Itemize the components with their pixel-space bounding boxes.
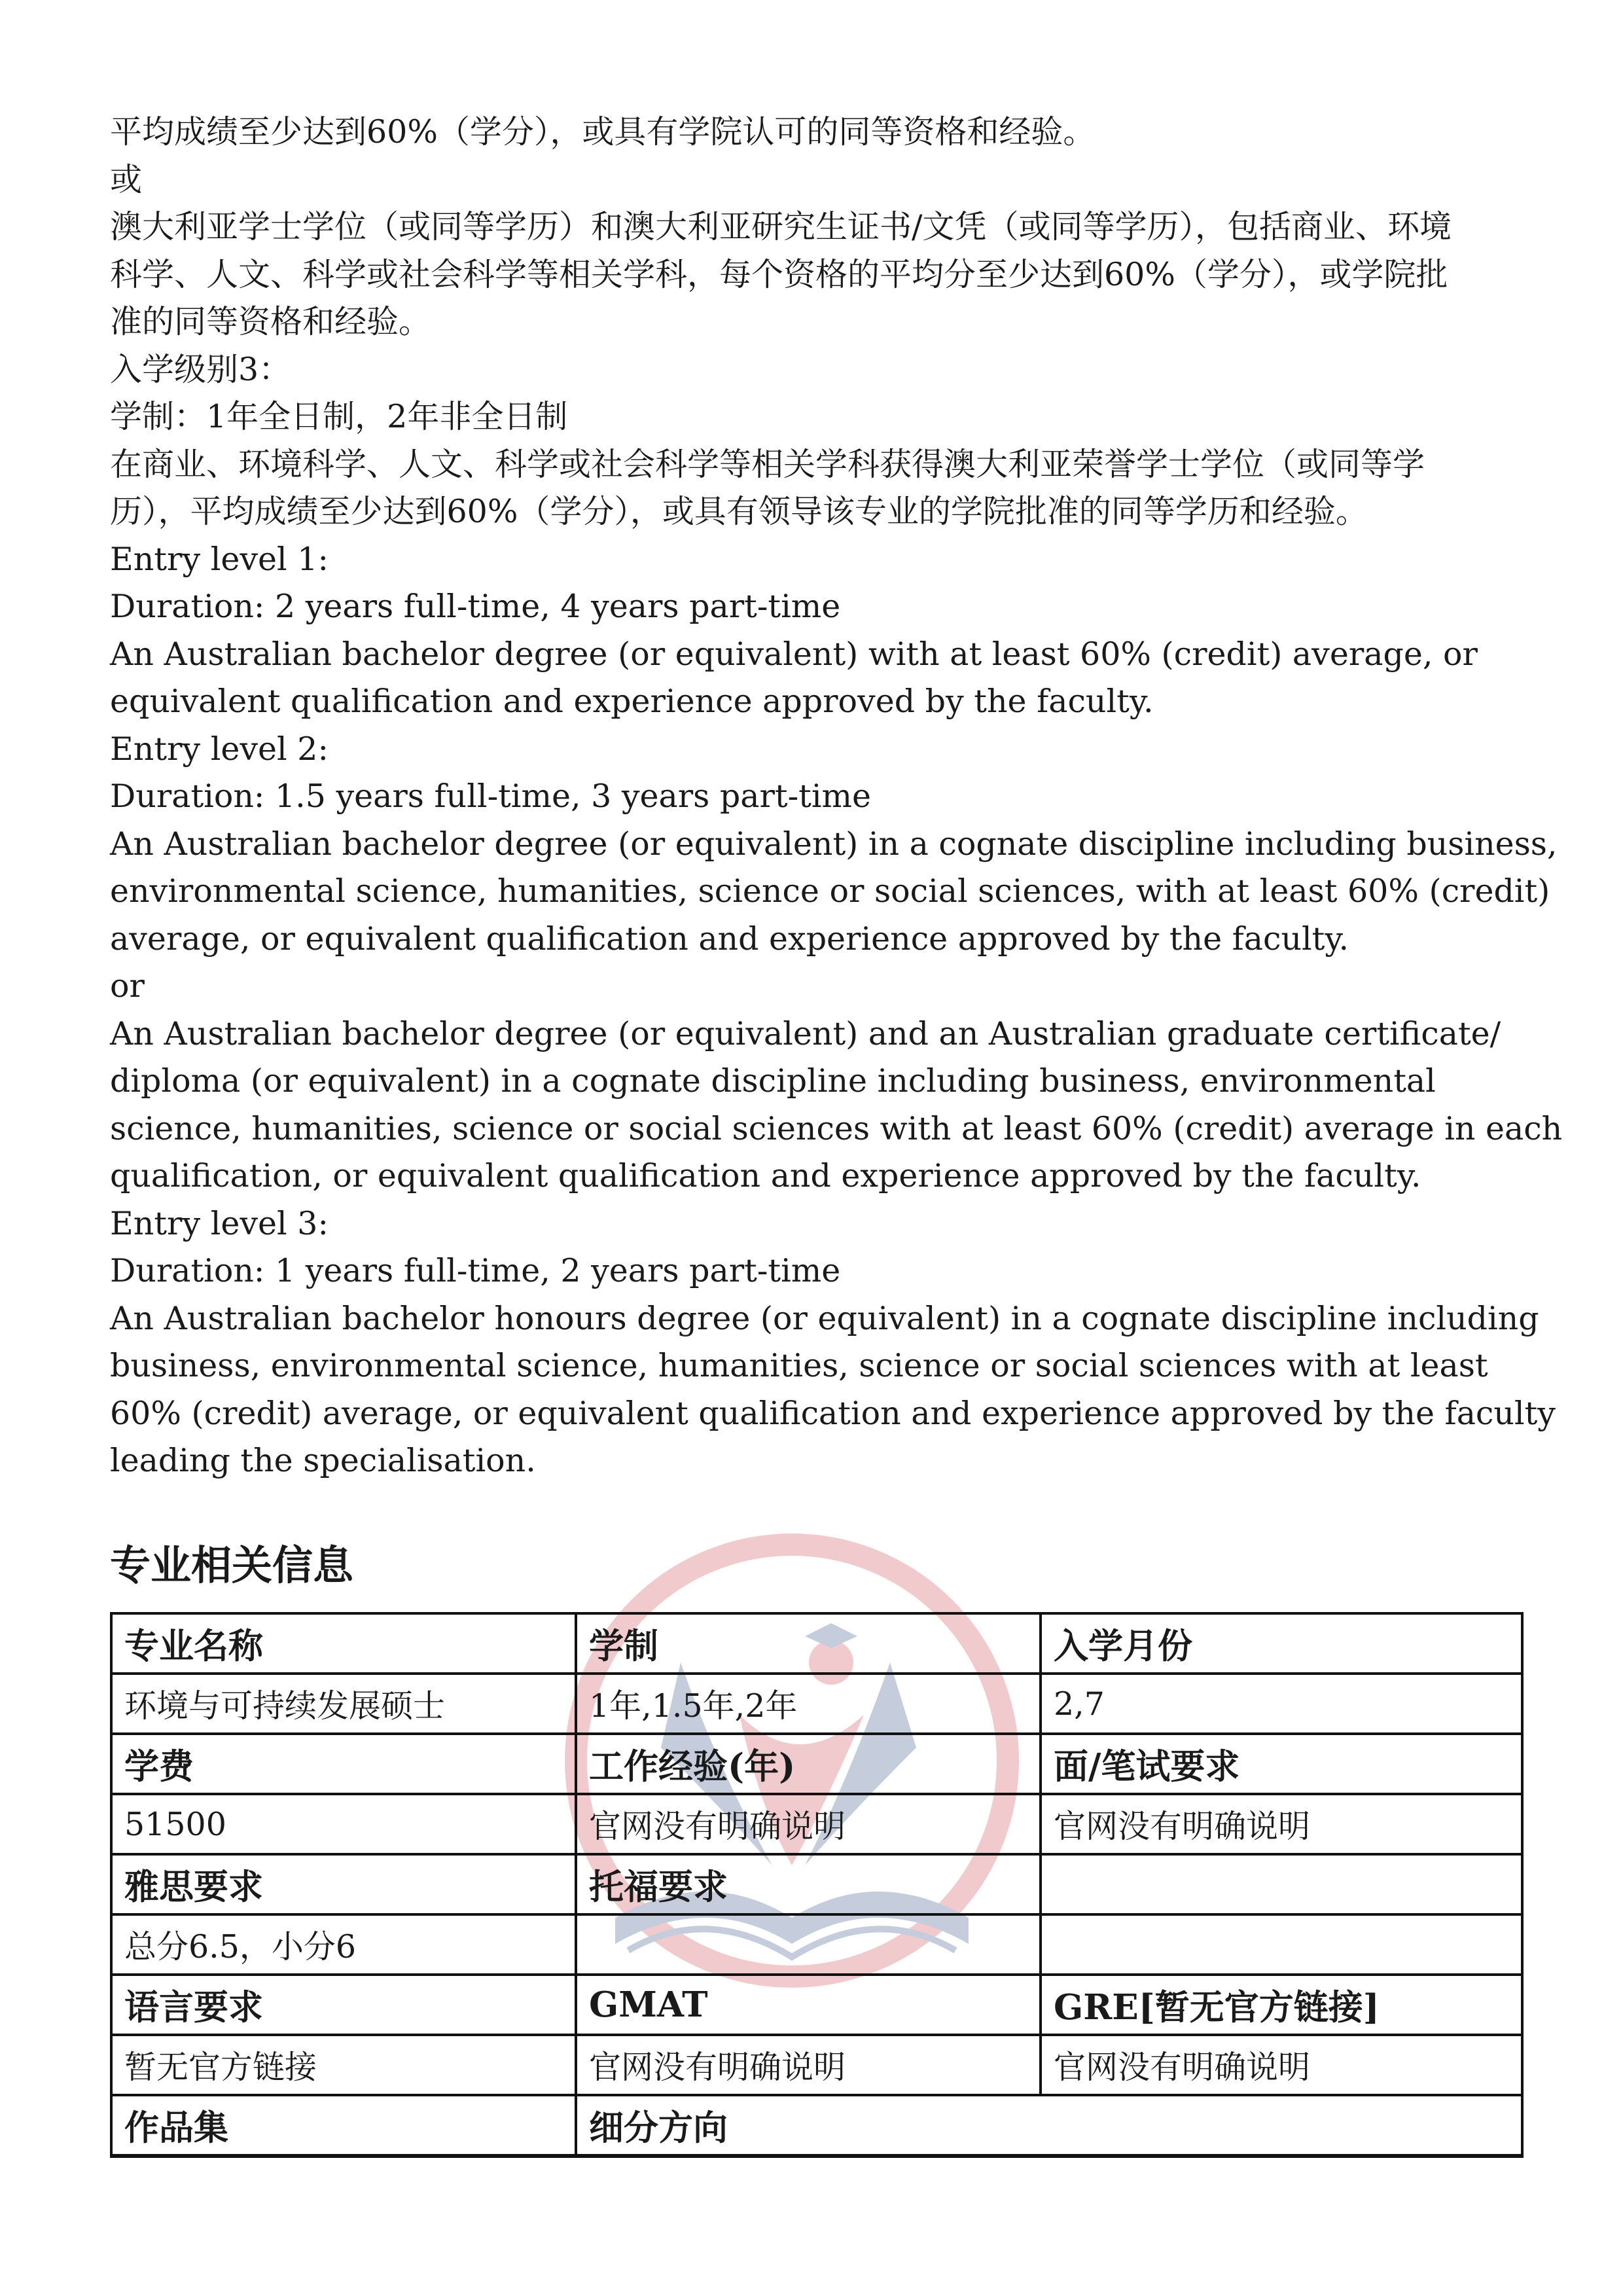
text-line: An Australian bachelor degree (or equivalent) in a cognate discipline including business, xyxy=(110,825,1558,863)
text-line: leading the specialisation. xyxy=(110,1442,536,1479)
text-line: Entry level 2: xyxy=(110,730,329,768)
text-line: equivalent qualification and experience approved by the faculty. xyxy=(110,683,1154,720)
specialisation-label: 细分方向 xyxy=(576,2095,1522,2156)
gre-label: GRE[暂无官方链接] xyxy=(1041,1975,1522,2035)
text-line: 历），平均成绩至少达到60%（学分），或具有领导该专业的学院批准的同等学历和经验。 xyxy=(110,493,1368,530)
gre-value: 官网没有明确说明 xyxy=(1041,2035,1522,2095)
table-row xyxy=(111,1975,1522,2035)
text-line: qualification, or equivalent qualification and experience approved by the faculty. xyxy=(110,1157,1421,1194)
text-line: 平均成绩至少达到60%（学分），或具有学院认可的同等资格和经验。 xyxy=(110,113,1096,151)
ielts-value: 总分6.5，小分6 xyxy=(111,1914,576,1975)
work-experience-label: 工作经验(年) xyxy=(576,1734,1041,1794)
intake-label: 入学月份 xyxy=(1041,1613,1522,1674)
text-line: business, environmental science, humanities, science or social sciences with at least xyxy=(110,1347,1488,1384)
gmat-label: GMAT xyxy=(576,1975,1041,2035)
language-label: 语言要求 xyxy=(111,1975,576,2035)
program-info-table xyxy=(110,1612,1524,2158)
table-row xyxy=(111,1854,1522,1914)
interview-value: 官网没有明确说明 xyxy=(1041,1794,1522,1854)
text-line: 学制：1年全日制，2年非全日制 xyxy=(110,398,568,435)
table-row xyxy=(111,1674,1522,1734)
empty-cell xyxy=(1041,1854,1522,1914)
empty-cell xyxy=(1041,1914,1522,1975)
tuition-label: 学费 xyxy=(111,1734,576,1794)
text-line: 或 xyxy=(110,160,143,198)
text-line: or xyxy=(110,967,145,1005)
gmat-value: 官网没有明确说明 xyxy=(576,2035,1041,2095)
text-line: Entry level 1: xyxy=(110,540,329,578)
text-line: 准的同等资格和经验。 xyxy=(110,303,431,340)
work-experience-value: 官网没有明确说明 xyxy=(576,1794,1041,1854)
text-line: average, or equivalent qualification and experience approved by the faculty. xyxy=(110,920,1349,958)
text-line: 在商业、环境科学、人文、科学或社会科学等相关学科获得澳大利亚荣誉学士学位（或同等学 xyxy=(110,445,1425,483)
text-line: An Australian bachelor degree (or equivalent) and an Australian graduate certificate/ xyxy=(110,1014,1501,1052)
text-line: Entry level 3: xyxy=(110,1204,329,1242)
ielts-label: 雅思要求 xyxy=(111,1854,576,1914)
text-line: An Australian bachelor honours degree (or equivalent) in a cognate discipline including xyxy=(110,1299,1539,1337)
interview-label: 面/笔试要求 xyxy=(1041,1734,1522,1794)
duration-label: 学制 xyxy=(576,1613,1041,1674)
section-title: 专业相关信息 xyxy=(110,1541,354,1589)
program-name-label: 专业名称 xyxy=(111,1613,576,1674)
portfolio-label: 作品集 xyxy=(111,2095,576,2156)
text-line: Duration: 1.5 years full-time, 3 years part-time xyxy=(110,778,871,815)
table-row xyxy=(111,2095,1522,2156)
duration-value: 1年,1.5年,2年 xyxy=(576,1674,1041,1734)
table-row xyxy=(111,2035,1522,2095)
text-line: science, humanities, science or social sciences with at least 60% (credit) average in each xyxy=(110,1109,1563,1147)
text-line: 科学、人文、科学或社会科学等相关学科，每个资格的平均分至少达到60%（学分），或学院批 xyxy=(110,255,1448,293)
intake-value: 2,7 xyxy=(1041,1674,1522,1734)
text-line: Duration: 2 years full-time, 4 years part-time xyxy=(110,588,841,625)
program-name-value: 环境与可持续发展硕士 xyxy=(111,1674,576,1734)
toefl-value xyxy=(576,1914,1041,1975)
requirements-text xyxy=(110,109,1563,1485)
text-line: environmental science, humanities, science or social sciences, with at least 60% (credit) xyxy=(110,872,1550,910)
text-line: 60% (credit) average, or equivalent qualification and experience approved by the faculty xyxy=(110,1394,1556,1432)
table-row xyxy=(111,1914,1522,1975)
table-row xyxy=(111,1734,1522,1794)
tuition-value: 51500 xyxy=(111,1794,576,1854)
text-line: diploma (or equivalent) in a cognate discipline including business, environmental xyxy=(110,1062,1436,1100)
language-value: 暂无官方链接 xyxy=(111,2035,576,2095)
table-row xyxy=(111,1613,1522,1674)
text-line: An Australian bachelor degree (or equivalent) with at least 60% (credit) average, or xyxy=(110,635,1478,673)
table-row xyxy=(111,1794,1522,1854)
text-line: Duration: 1 years full-time, 2 years part-time xyxy=(110,1252,841,1289)
text-line: 澳大利亚学士学位（或同等学历）和澳大利亚研究生证书/文凭（或同等学历），包括商业、环境 xyxy=(110,208,1452,245)
text-line: 入学级别3： xyxy=(110,350,291,388)
toefl-label: 托福要求 xyxy=(576,1854,1041,1914)
